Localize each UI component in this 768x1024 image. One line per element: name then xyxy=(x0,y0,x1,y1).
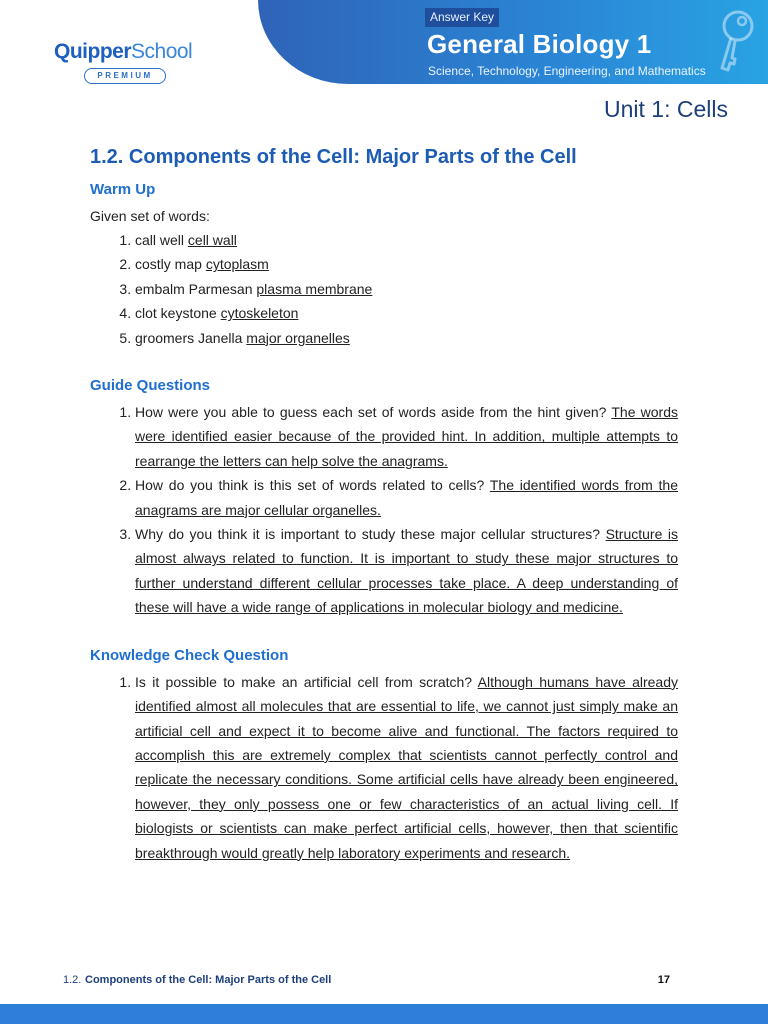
page-number: 17 xyxy=(657,974,670,986)
list-item: 4. clot keystone cytoskeleton xyxy=(135,301,678,325)
premium-badge: PREMIUM xyxy=(84,68,166,84)
guide-questions-heading: Guide Questions xyxy=(90,377,211,395)
warm-up-heading: Warm Up xyxy=(90,181,156,198)
warm-up-list xyxy=(135,228,678,350)
quipper-school-logo xyxy=(54,40,192,84)
course-title: General Biology 1 xyxy=(427,29,652,59)
guide-questions-list xyxy=(135,400,678,620)
footer-section-number: 1.2. xyxy=(63,974,82,986)
warm-up-intro: Given set of words: xyxy=(90,208,210,224)
answer-key-badge: Answer Key xyxy=(425,8,499,27)
footer-section-title: Components of the Cell: Major Parts of the Cell xyxy=(85,974,332,986)
footer-bar xyxy=(0,1004,768,1024)
key-icon xyxy=(714,8,758,74)
list-item: 1. Is it possible to make an artificial cell from scratch? Although humans have already identified almost all molecules that are essential to life, we cannot just simply make an artificial cell and expect it to become alive and functional. The factors required to accomplish this are extremely complex that scientists cannot perfectly control and replicate the necessary conditions. Some artificial cells have already been engineered, however, they only possess one or few characteristics of an actual living cell. If biologists or scientists can make perfect artificial cells, however, then that scientific breakthrough would greatly help laboratory experiments and research. xyxy=(135,670,678,865)
list-item: 1. call well cell wall xyxy=(135,228,678,252)
lesson-title: 1.2. Components of the Cell: Major Parts of the Cell xyxy=(90,146,577,168)
knowledge-check-heading: Knowledge Check Question xyxy=(90,646,289,664)
list-item: 1. How were you able to guess each set of words aside from the hint given? The words were identified easier because of the provided hint. In addition, multiple attempts to rearrange the letters can help solve the anagrams. xyxy=(135,400,678,473)
answer-text: cell wall xyxy=(187,232,237,248)
answer-text: The words were identified easier because of the provided hint. In addition, multiple attempts to rearrange the letters can help solve the anagrams. xyxy=(135,404,678,469)
list-item: 3. embalm Parmesan plasma membrane xyxy=(135,277,678,301)
course-subtitle: Science, Technology, Engineering, and Mathematics xyxy=(428,64,706,78)
list-item: 5. groomers Janella major organelles xyxy=(135,326,678,350)
list-item: 3. Why do you think it is important to study these major cellular structures? Structure is almost always related to function. It is important to study these major structures to further understand different cellular processes take place. A deep understanding of these will have a wide range of applications in molecular biology and medicine. xyxy=(135,522,678,620)
list-item: 2. How do you think is this set of words related to cells? The identified words from the anagrams are major cellular organelles. xyxy=(135,473,678,522)
answer-text: plasma membrane xyxy=(256,280,373,297)
answer-text: cytoskeleton xyxy=(220,305,299,322)
list-item: 2. costly map cytoplasm xyxy=(135,252,678,276)
logo-quipper-text: Quipper xyxy=(54,40,132,63)
answer-text: The identified words from the anagrams are major cellular organelles. xyxy=(135,477,679,518)
answer-text: major organelles xyxy=(246,329,350,346)
knowledge-check-list xyxy=(135,670,678,865)
unit-title: Unit 1: Cells xyxy=(604,96,728,122)
document-body xyxy=(90,140,678,865)
answer-text: cytoplasm xyxy=(205,256,269,273)
answer-text: Although humans have already identified almost all molecules that are essential to life, we cannot just simply make an artificial cell and expect it to become alive and functional. The factors required to accomplish this are extremely complex that scientists cannot perfectly control and replicate the necessary conditions. Some artificial cells have already been engineered, however, they only possess one or few characteristics of an actual living cell. If biologists or scientists can make perfect artificial cells, however, then that scientific breakthrough would greatly help laboratory experiments and research. xyxy=(135,673,678,861)
answer-text: Structure is almost always related to function. It is important to study these major structures to further understand different cellular processes take place. A deep understanding of these will have a wide range of applications in molecular biology and medicine. xyxy=(135,526,678,616)
logo-school-text: School xyxy=(131,40,193,63)
